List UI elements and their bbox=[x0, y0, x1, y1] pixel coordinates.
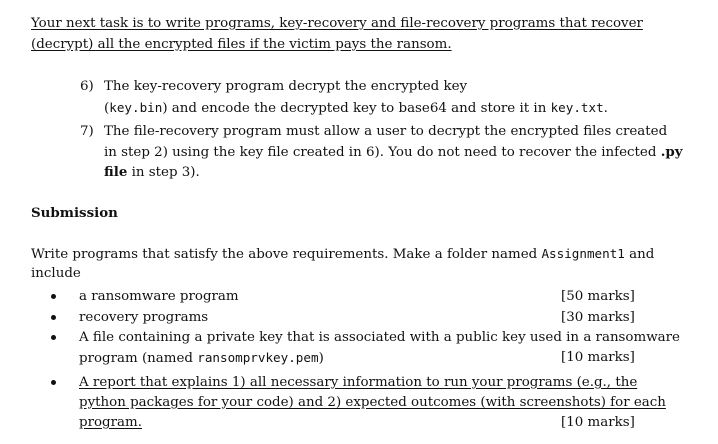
step-6-line-1: The key-recovery program decrypt the encrypted key bbox=[104, 79, 468, 94]
private-key-filename: ransomprvkey.pem bbox=[197, 350, 319, 365]
step-7-line-3: file in step 3). bbox=[104, 164, 200, 180]
step-7-number: 7) bbox=[80, 124, 94, 139]
key-txt-filename: key.txt bbox=[550, 100, 604, 115]
py-extension: .py bbox=[660, 144, 683, 160]
step-6-number: 6) bbox=[80, 79, 94, 94]
intro-line-1: Your next task is to write programs, key-recovery and file-recovery programs that recover bbox=[31, 16, 643, 31]
item-private-key-marks: [10 marks] bbox=[561, 350, 635, 365]
intro-line-2: (decrypt) all the encrypted files if the victim pays the ransom. bbox=[31, 37, 452, 52]
item-recovery-marks: [30 marks] bbox=[561, 310, 635, 325]
item-private-key-line-2: program (named ransomprvkey.pem) bbox=[79, 350, 324, 366]
submission-heading: Submission bbox=[31, 205, 118, 221]
item-report-marks: [10 marks] bbox=[561, 415, 635, 430]
submission-paragraph-line-1: Write programs that satisfy the above requirements. Make a folder named Assignment1 and bbox=[31, 246, 655, 262]
bullet-icon bbox=[51, 335, 56, 340]
item-report-line-1: A report that explains 1) all necessary information to run your programs (e.g., the bbox=[79, 375, 638, 390]
step-7-line-2: in step 2) using the key file created in 6). You do not need to recover the infected .py bbox=[104, 144, 683, 160]
item-recovery-programs: recovery programs bbox=[79, 310, 209, 325]
item-ransomware-marks: [50 marks] bbox=[561, 289, 635, 304]
bullet-icon bbox=[51, 380, 56, 385]
item-private-key-line-1: A file containing a private key that is associated with a public key used in a ransomware bbox=[79, 330, 680, 345]
key-bin-filename: key.bin bbox=[109, 100, 163, 115]
item-report-line-2: python packages for your code) and 2) expected outcomes (with screenshots) for each bbox=[79, 395, 666, 410]
step-6-line-2: (key.bin) and encode the decrypted key to base64 and store it in key.txt. bbox=[104, 100, 608, 116]
bullet-icon bbox=[51, 294, 56, 299]
bullet-icon bbox=[51, 315, 56, 320]
step-7-line-1: The file-recovery program must allow a user to decrypt the encrypted files created bbox=[104, 124, 668, 139]
assignment-folder-name: Assignment1 bbox=[541, 246, 625, 261]
submission-paragraph-line-2: include bbox=[31, 266, 81, 281]
item-ransomware-program: a ransomware program bbox=[79, 289, 239, 304]
item-report-line-3: program. bbox=[79, 415, 142, 430]
